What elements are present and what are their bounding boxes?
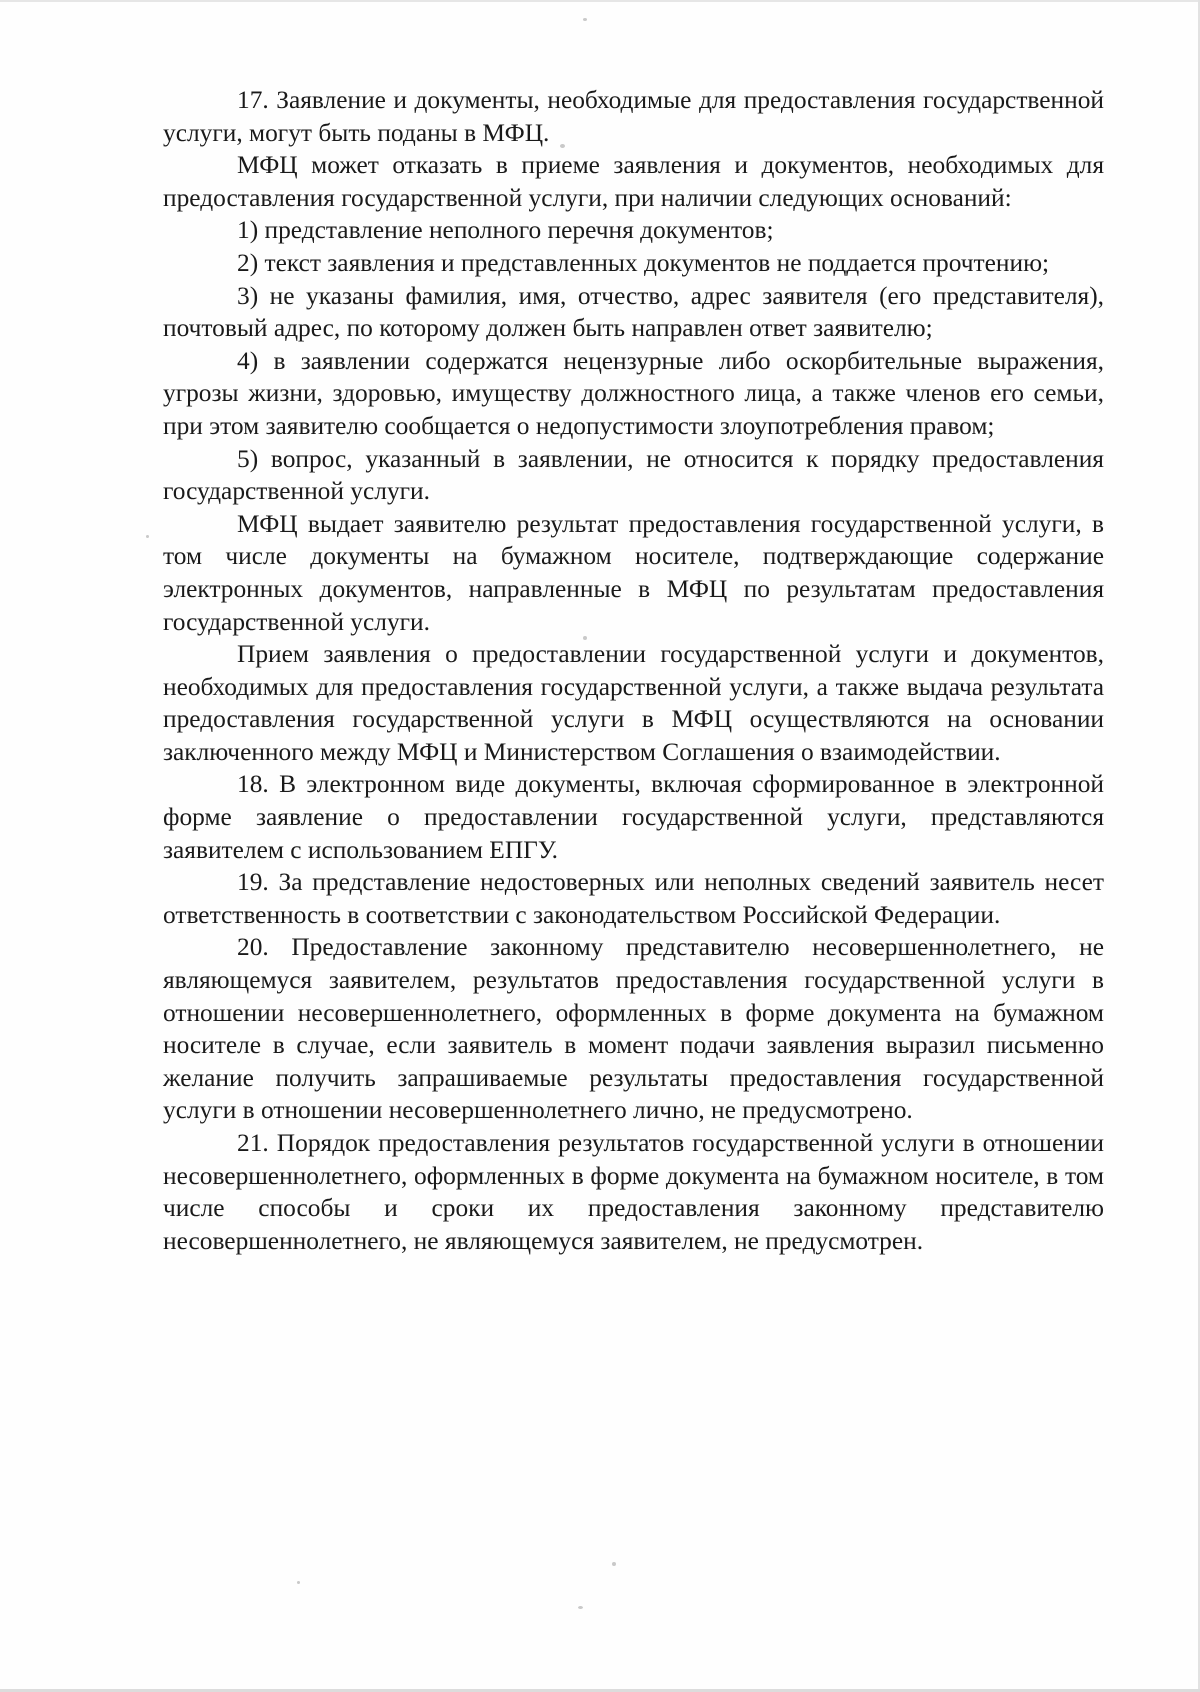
list-item-5: 5) вопрос, указанный в заявлении, не относится к порядку предоставления государственной услуги. <box>163 444 1104 506</box>
paragraph-reception: Прием заявления о предоставлении государственной услуги и документов, необходимых для предоставления государственной услуги, а также выдача результата предоставления государственной услуги в МФЦ осуществляются на основании заключенного между МФЦ и Министерством Соглашения о взаимодействии. <box>163 640 1104 766</box>
scan-edge-top <box>0 0 1200 2</box>
scan-speck <box>612 1562 616 1566</box>
scan-speck <box>146 535 149 538</box>
scan-speck <box>297 1581 300 1584</box>
scan-speck <box>583 18 587 21</box>
list-item-4: 4) в заявлении содержатся нецензурные либо оскорбительные выражения, угрозы жизни, здоровью, имуществу должностного лица, а также членов его семьи, при этом заявителю сообщается о недопустимости злоупотребления правом; <box>163 346 1104 440</box>
paragraph-18: 18. В электронном виде документы, включая сформированное в электронной форме заявление о предоставлении государственной услуги, представляются заявителем с использованием ЕПГУ. <box>163 770 1104 864</box>
paragraph-21: 21. Порядок предоставления результатов государственной услуги в отношении несовершеннолетнего, оформленных в форме документа на бумажном носителе, в том числе способы и сроки их предоставления законному представителю несовершеннолетнего, не являющемуся заявителем, не предусмотрен. <box>163 1129 1104 1255</box>
paragraph-20: 20. Предоставление законному представителю несовершеннолетнего, не являющемуся заявителем, результатов предоставления государственной услуги в отношении несовершеннолетнего, оформленных в форме документа на бумажном носителе в случае, если заявитель в момент подачи заявления выразил письменно желание получить запрашиваемые результаты предоставления государственной услуги в отношении несовершеннолетнего лично, не предусмотрено. <box>163 933 1104 1125</box>
list-item-2: 2) текст заявления и представленных документов не поддается прочтению; <box>237 248 1050 277</box>
paragraph-17: 17. Заявление и документы, необходимые для предоставления государственной услуги, могут быть поданы в МФЦ. <box>163 86 1104 147</box>
document-body <box>163 84 1104 1257</box>
paragraph-mfc-result: МФЦ выдает заявителю результат предоставления государственной услуги, в том числе документы на бумажном носителе, подтверждающие содержание электронных документов, направленные в МФЦ по результатам предоставления государственной услуги. <box>163 509 1104 636</box>
list-item-1: 1) представление неполного перечня документов; <box>237 216 774 245</box>
scan-speck <box>578 1606 583 1609</box>
list-item-3: 3) не указаны фамилия, имя, отчество, адрес заявителя (его представителя), почтовый адрес, по которому должен быть направлен ответ заявителю; <box>163 281 1104 343</box>
paragraph-mfc-refusal: МФЦ может отказать в приеме заявления и документов, необходимых для предоставления государственной услуги, при наличии следующих оснований: <box>163 151 1104 212</box>
paragraph-19: 19. За представление недостоверных или неполных сведений заявитель несет ответственность в соответствии с законодательством Российской Федерации. <box>163 868 1104 929</box>
